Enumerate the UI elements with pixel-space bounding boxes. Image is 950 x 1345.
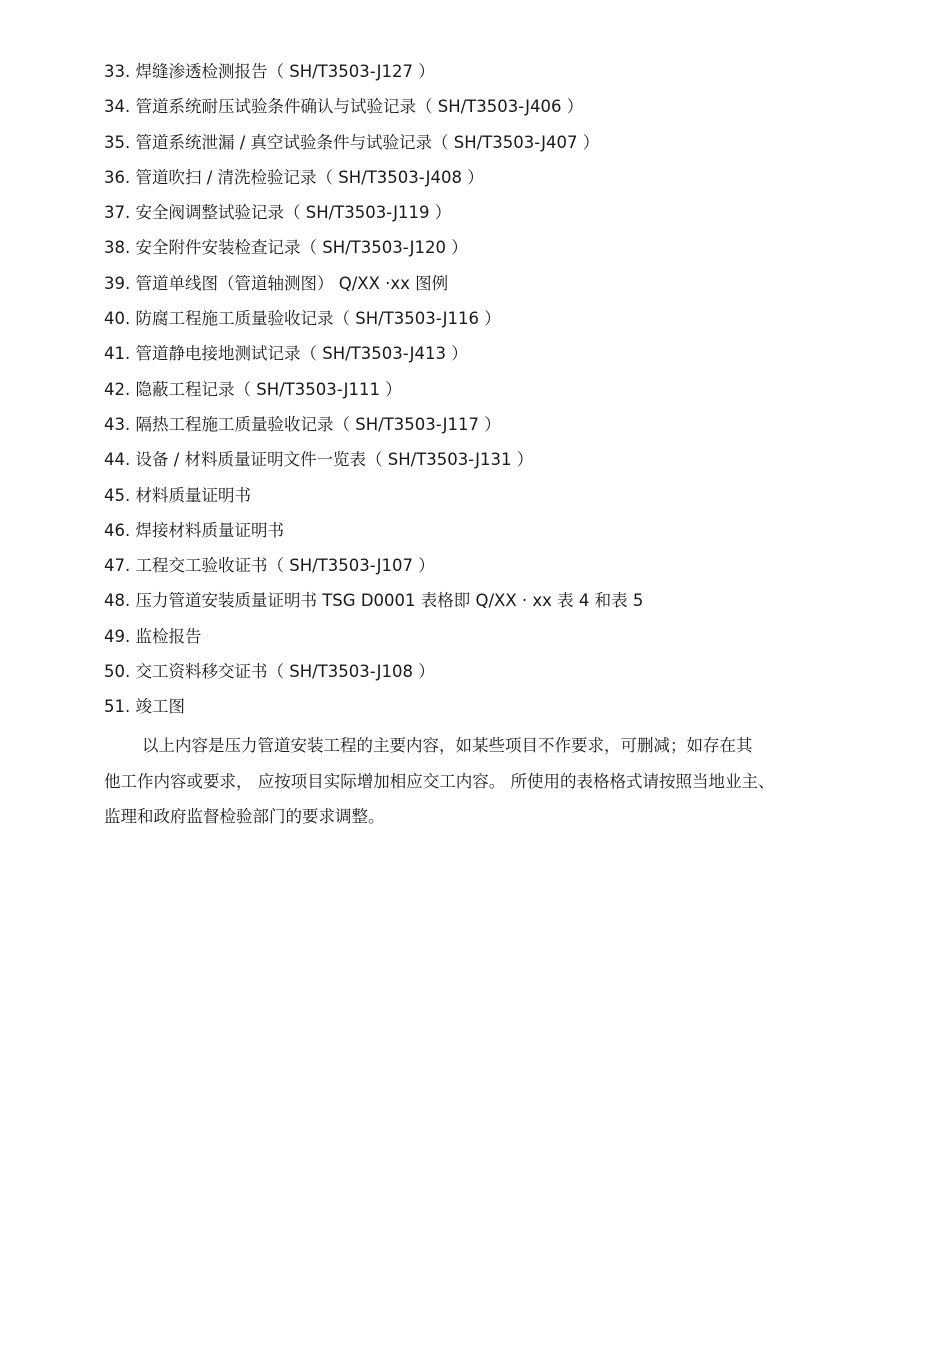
list-item: 39. 管道单线图（管道轴测图） Q/XX ·xx 图例 <box>104 273 449 293</box>
list-item: 47. 工程交工验收证书（ SH/T3503-J107 ） <box>104 556 435 576</box>
list-item: 37. 安全阀调整试验记录（ SH/T3503-J119 ） <box>104 203 452 223</box>
list-item: 50. 交工资料移交证书（ SH/T3503-J108 ） <box>104 662 435 682</box>
paragraph-line: 监理和政府监督检验部门的要求调整。 <box>104 807 385 826</box>
list-item: 33. 焊缝渗透检测报告（ SH/T3503-J127 ） <box>104 62 435 81</box>
list-item: 42. 隐蔽工程记录（ SH/T3503-J111 ） <box>104 379 402 399</box>
list-item: 48. 压力管道安装质量证明书 TSG D0001 表格即 Q/XX · xx 表 4 和表 5 <box>104 591 644 611</box>
paragraph-line: 以上内容是压力管道安装工程的主要内容，如某些项目不作要求，可删减；如存在其 <box>142 736 753 755</box>
paragraph-line: 他工作内容或要求， 应按项目实际增加相应交工内容。 所使用的表格格式请按照当地业主、 <box>104 771 775 791</box>
list-item: 49. 监检报告 <box>104 626 202 646</box>
list-item: 45. 材料质量证明书 <box>104 485 251 505</box>
list-item: 41. 管道静电接地测试记录（ SH/T3503-J413 ） <box>104 344 468 364</box>
deliverables-list <box>104 59 864 730</box>
list-item: 40. 防腐工程施工质量验收记录（ SH/T3503-J116 ） <box>104 309 501 329</box>
list-item: 46. 焊接材料质量证明书 <box>104 520 284 540</box>
summary-paragraph <box>104 728 844 835</box>
list-item: 43. 隔热工程施工质量验收记录（ SH/T3503-J117 ） <box>104 414 501 434</box>
list-item: 51. 竣工图 <box>104 697 185 717</box>
list-item: 35. 管道系统泄漏 / 真空试验条件与试验记录（ SH/T3503-J407 ） <box>104 132 600 152</box>
list-item: 36. 管道吹扫 / 清洗检验记录（ SH/T3503-J408 ） <box>104 167 484 187</box>
list-item: 34. 管道系统耐压试验条件确认与试验记录（ SH/T3503-J406 ） <box>104 97 584 117</box>
list-item: 44. 设备 / 材料质量证明文件一览表（ SH/T3503-J131 ） <box>104 450 534 470</box>
list-item: 38. 安全附件安装检查记录（ SH/T3503-J120 ） <box>104 238 468 258</box>
